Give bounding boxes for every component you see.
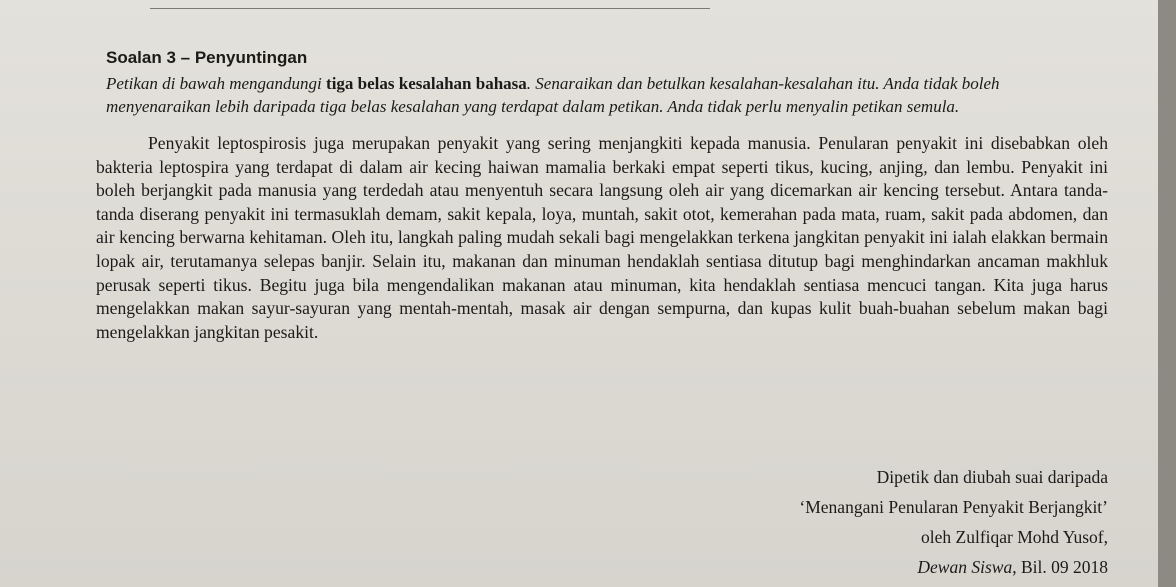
- source-citation: [799, 462, 1108, 582]
- top-rule: [150, 8, 710, 9]
- source-line-4: [799, 552, 1108, 582]
- instruction-emphasis: tiga belas kesalahan bahasa: [326, 74, 527, 93]
- instruction-intro: Petikan di bawah mengandungi: [106, 74, 327, 93]
- passage-text: Penyakit leptospirosis juga merupakan penyakit yang sering menjangkiti kepada manusia. Penularan penyakit ini disebabkan oleh bakteria leptospira yang terdapat di dalam air kecing haiwan mamalia berkaki empat seperti tikus, kucing, anjing, dan lembu. Penyakit ini boleh berjangkit pada manusia yang terdedah atau menyentuh secara langsung oleh air yang dicemarkan air kencing tersebut. Antara tanda-tanda diserang penyakit ini termasuklah demam, sakit kepala, loya, muntah, sakit otot, kemerahan pada mata, ruam, sakit pada abdomen, dan air kencing berwarna kehitaman. Oleh itu, langkah paling mudah sekali bagi mengelakkan terkena jangkitan penyakit ini ialah elakkan bermain lopak air, terutamanya selepas banjir. Selain itu, makanan dan minuman hendaklah sentiasa ditutup bagi menghindarkan ancaman makhluk perusak seperti tikus. Begitu juga bila mengendalikan makanan atau minuman, kita hendaklah sentiasa mencuci tangan. Kita juga harus mengelakkan makan sayur-sayuran yang mentah-mentah, masak air dengan sempurna, dan kupas kulit buah-buahan sebelum makan bagi mengelakkan jangkitan pesakit.: [96, 133, 1108, 342]
- source-line-1: Dipetik dan diubah suai daripada: [876, 467, 1108, 487]
- question-instruction: [106, 72, 1108, 118]
- page-edge-shadow: [1158, 0, 1176, 587]
- source-issue: , Bil. 09 2018: [1012, 557, 1108, 577]
- source-magazine: Dewan Siswa: [917, 557, 1013, 577]
- instruction-rest: . Senaraikan dan betulkan kesalahan-kesalahan itu. Anda tidak boleh menyenaraikan lebih daripada tiga belas kesalahan yang terdapat dalam petikan. Anda tidak perlu menyalin petikan semula.: [106, 74, 1000, 116]
- question-block: [96, 36, 1108, 362]
- source-line-3: oleh Zulfiqar Mohd Yusof,: [921, 527, 1108, 547]
- question-heading: Soalan 3 – Penyuntingan: [106, 48, 308, 67]
- source-line-2: ‘Menangani Penularan Penyakit Berjangkit’: [799, 497, 1108, 517]
